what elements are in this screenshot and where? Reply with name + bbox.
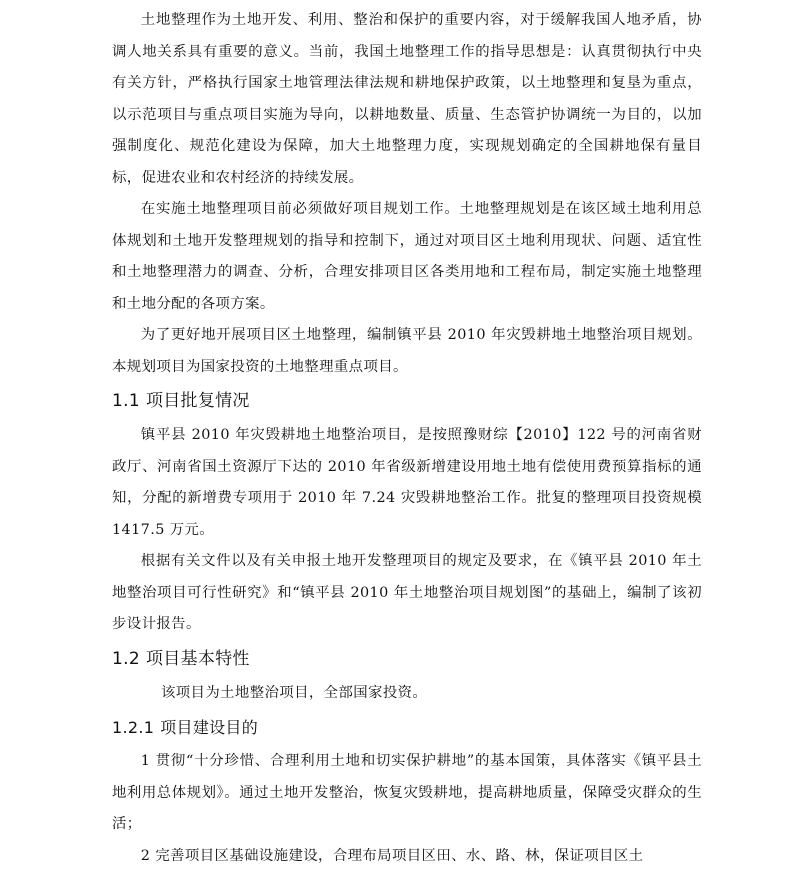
section-1-1-paragraph-1: 镇平县 2010 年灾毁耕地土地整治项目，是按照豫财综【2010】122 号的河南省财政厅、河南省国土资源厅下达的 2010 年省级新增建设用地土地有偿使用费预算指标的通知，分配的新增费专项用于 2010 年 7.24 灾毁耕地整治工作。批复的整理项目投资规模 1417.5 万元。 — [112, 427, 702, 538]
section-number: 1.2.1 — [112, 718, 155, 737]
section-title: 项目批复情况 — [145, 391, 250, 411]
section-heading-1-2 — [112, 641, 702, 678]
section-number: 1.1 — [112, 391, 140, 411]
section-heading-1-1 — [112, 383, 702, 420]
section-number: 1.2 — [112, 648, 140, 669]
section-title: 项目建设目的 — [160, 718, 259, 737]
section-title: 项目基本特性 — [145, 648, 250, 669]
intro-paragraph-1: 土地整理作为土地开发、利用、整治和保护的重要内容，对于缓解我国人地矛盾，协调人地关系具有重要的意义。当前，我国土地整理工作的指导思想是：认真贯彻执行中央有关方针，严格执行国家土地管理法律法规和耕地保护政策，以土地整理和复垦为重点，以示范项目与重点项目实施为导向，以耕地数量、质量、生态管护协调统一为目的，以加强制度化、规范化建设为保障，加大土地整理力度，实现规划确定的全国耕地保有量目标，促进农业和农村经济的持续发展。 — [112, 12, 702, 186]
section-1-2-1-paragraph-1: 1 贯彻“十分珍惜、合理利用土地和切实保护耕地”的基本国策，具体落实《镇平县土地利用总体规划》。通过土地开发整治，恢复灾毁耕地，提高耕地质量，保障受灾群众的生活； — [112, 753, 702, 832]
document-page — [112, 0, 702, 872]
intro-paragraph-2: 在实施土地整理项目前必须做好项目规划工作。土地整理规划是在该区域土地利用总体规划和土地开发整理规划的指导和控制下，通过对项目区土地利用现状、问题、适宜性和土地整理潜力的调查、分析，合理安排项目区各类用地和工程布局，制定实施土地整理和土地分配的各项方案。 — [112, 201, 702, 312]
section-heading-1-2-1 — [112, 709, 702, 746]
intro-paragraph-3: 为了更好地开展项目区土地整理，编制镇平县 2010 年灾毁耕地土地整治项目规划。本规划项目为国家投资的土地整理重点项目。 — [112, 327, 702, 375]
section-1-2-1-paragraph-2: 2 完善项目区基础设施建设，合理布局项目区田、水、路、林，保证项目区土 — [140, 847, 644, 864]
section-1-2-paragraph: 该项目为土地整治项目，全部国家投资。 — [160, 684, 428, 701]
section-1-1-paragraph-2: 根据有关文件以及有关申报土地开发整理项目的规定及要求，在《镇平县 2010 年土地整治项目可行性研究》和“镇平县 2010 年土地整治项目规划图”的基础上，编制了该初步设计报告。 — [112, 553, 702, 632]
